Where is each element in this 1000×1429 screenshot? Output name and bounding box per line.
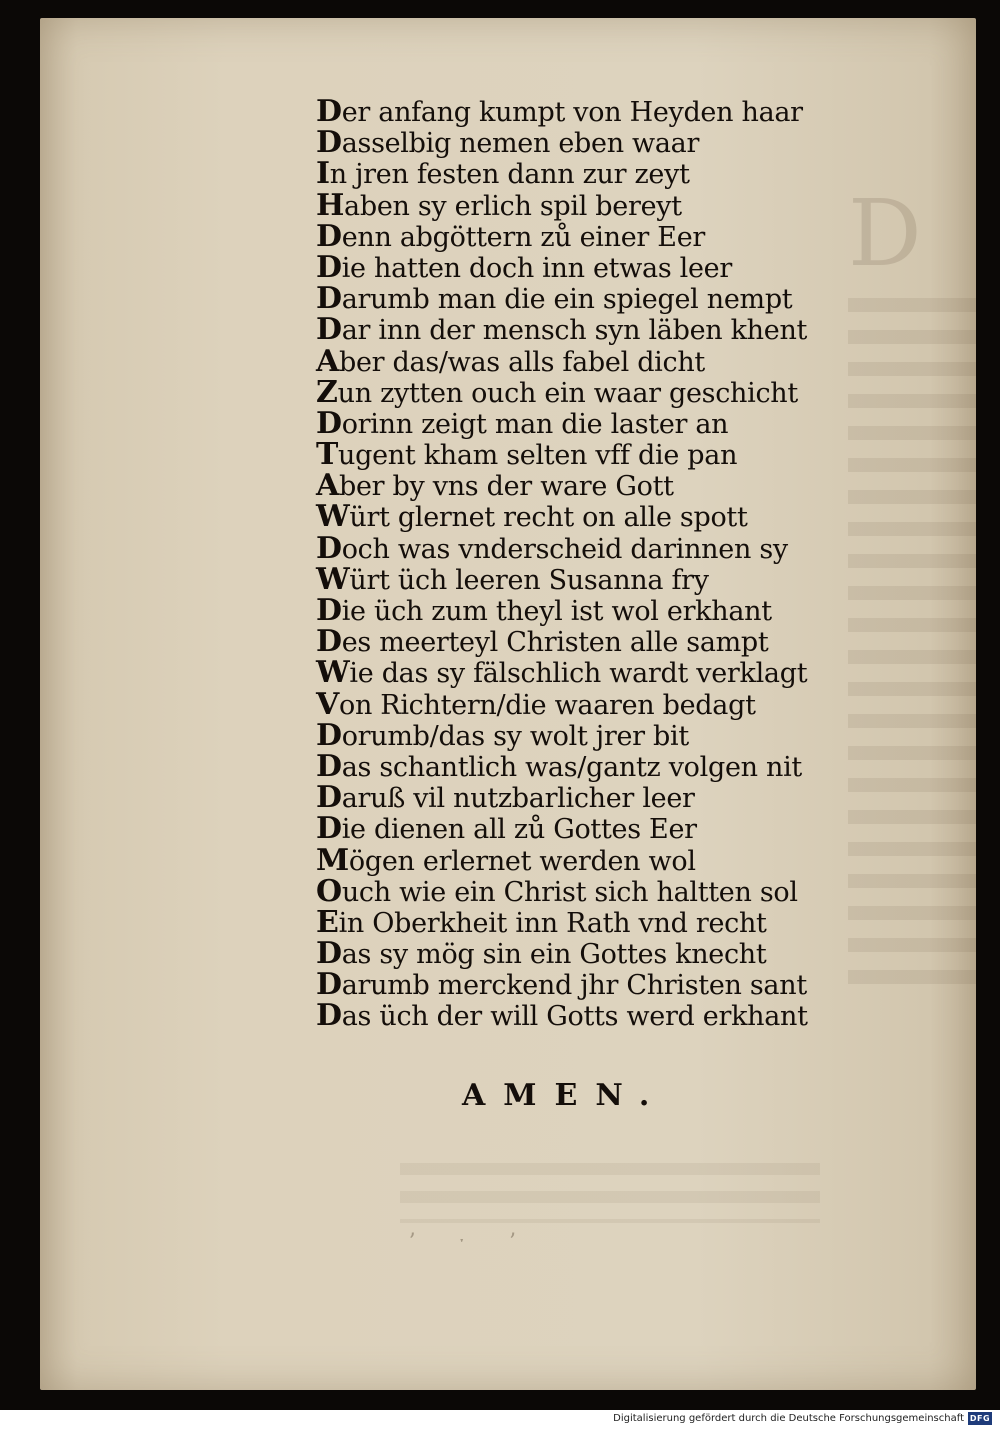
verse-line: Die hatten doch inn etwas leer (316, 249, 732, 285)
bleed-through-initial: D (848, 180, 922, 287)
verse-line: Dasselbig nemen eben waar (316, 125, 700, 161)
verse-line: Des meerteyl Christen alle sampt (316, 624, 769, 660)
verse-line: Haben sy erlich spil bereyt (316, 187, 682, 223)
verse-line: Das schantlich was/gantz volgen nit (316, 748, 802, 784)
verse-line: Das sy mög sin ein Gottes knecht (316, 936, 767, 972)
verse-line: Dar inn der mensch syn läben khent (316, 312, 808, 348)
verse-line: Ein Oberkheit inn Rath vnd recht (316, 904, 767, 940)
verse-line: Darumb merckend jhr Christen sant (316, 967, 807, 1003)
verse-line: Mögen erlernet werden wol (316, 842, 696, 878)
closing-amen: AMEN. (462, 1078, 668, 1113)
verse-line: Aber das/was alls fabel dicht (316, 343, 705, 379)
verse-line: Würt üch leeren Susanna fry (316, 561, 709, 597)
verse-line: In jren festen dann zur zeyt (316, 156, 690, 192)
verse-line: Ouch wie ein Christ sich haltten sol (316, 873, 798, 909)
verse-line: Der anfang kumpt von Heyden haar (316, 94, 803, 129)
verse-line: Die dienen all zů Gottes Eer (316, 811, 697, 847)
bleed-through-text (848, 298, 976, 998)
verse-line: Von Richtern/die waaren bedagt (316, 686, 756, 722)
verse-line: Dorumb/das sy wolt jrer bit (316, 717, 689, 753)
verse-line: Würt glernet recht on alle spott (316, 499, 748, 535)
verse-line: Zun zytten ouch ein waar geschicht (316, 374, 798, 410)
funding-credit: Digitalisierung gefördert durch die Deutsche Forschungsgemeinschaft (613, 1413, 964, 1424)
dfg-logo: DFG (969, 1414, 991, 1423)
bleed-through-text-bottom (400, 1163, 820, 1223)
verse-block (316, 96, 846, 1032)
verse-line: Denn abgöttern zů einer Eer (316, 218, 705, 254)
verse-line: Doch was vnderscheid darinnen sy (316, 530, 788, 566)
verse-line: Tugent kham selten vff die pan (316, 437, 738, 473)
verse-line: Die üch zum theyl ist wol erkhant (316, 593, 772, 628)
verse-line: Das üch der will Gotts werd erkhant (316, 998, 808, 1034)
verse-line: Aber by vns der ware Gott (316, 468, 674, 504)
verse-line: Wie das sy fälschlich wardt verklagt (316, 655, 808, 691)
verse-line: Darumb man die ein spiegel nempt (316, 281, 793, 317)
verse-line: Dorinn zeigt man die laster an (316, 405, 729, 441)
verse-line: Daruß vil nutzbarlicher leer (316, 780, 695, 816)
ink-smudge: ʼ ˑ ʼ (408, 1230, 534, 1255)
